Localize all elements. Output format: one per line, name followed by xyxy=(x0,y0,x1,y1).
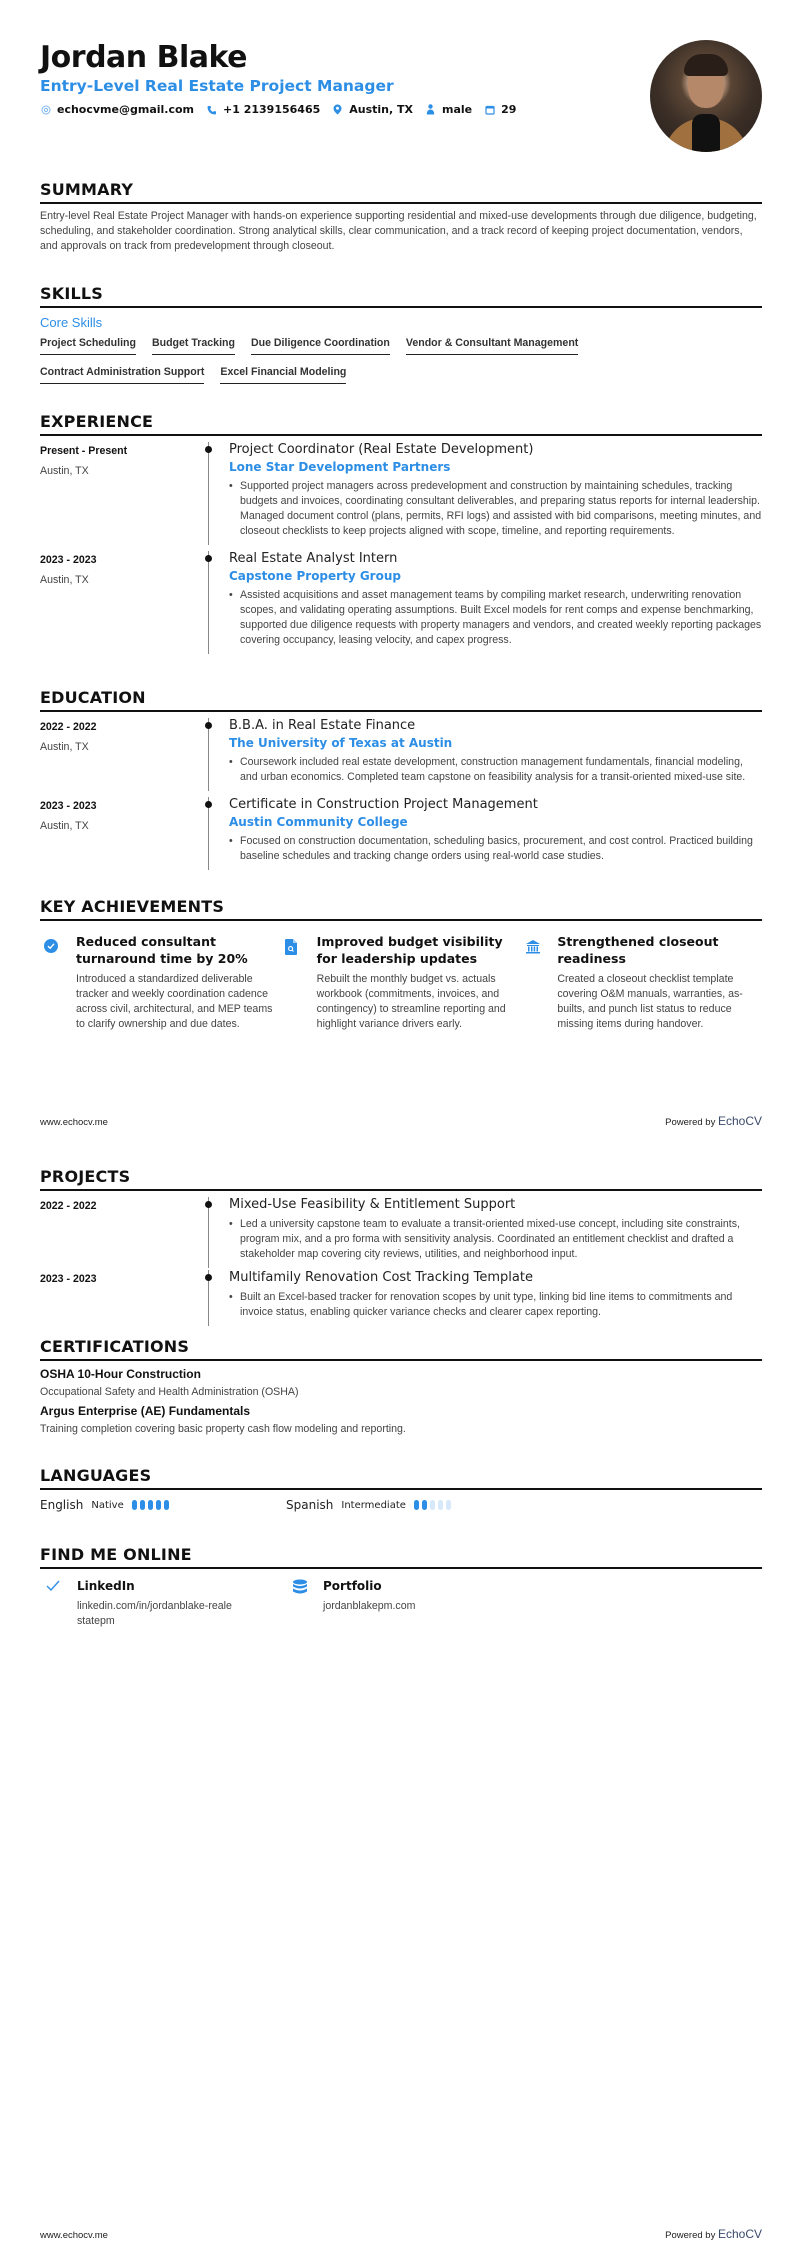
achievement-description: Created a closeout checklist template covering O&M manuals, warranties, as-builts, and punch list status to reduce missing items during handover. xyxy=(557,973,743,1030)
contact-gender xyxy=(425,103,472,116)
avatar xyxy=(650,40,762,152)
achievement-description: Introduced a standardized deliverable tracker and weekly coordination cadence across civil, architectural, and MEP teams to clarify ownership and due dates. xyxy=(76,973,273,1030)
certification-issuer: Occupational Safety and Health Administration (OSHA) xyxy=(40,1386,299,1398)
entry-location: Austin, TX xyxy=(40,741,89,753)
entry-degree: B.B.A. in Real Estate Finance xyxy=(229,718,416,733)
skill-tag: Budget Tracking xyxy=(152,333,235,355)
language-item xyxy=(40,1498,286,1512)
language-name: English xyxy=(40,1498,84,1512)
person-icon xyxy=(425,104,436,115)
entry-organization: Capstone Property Group xyxy=(229,569,401,583)
contact-phone[interactable] xyxy=(206,103,320,116)
entry-dates: 2023 - 2023 xyxy=(40,554,97,566)
project-entry xyxy=(40,1197,762,1268)
entry-dates: 2023 - 2023 xyxy=(40,1273,97,1285)
timeline-dot xyxy=(205,446,212,453)
experience-section xyxy=(40,412,762,654)
entry-dates: 2023 - 2023 xyxy=(40,800,97,812)
footer-site-link[interactable]: www.echocv.me xyxy=(40,2230,108,2241)
section-title: KEY ACHIEVEMENTS xyxy=(40,897,762,921)
certification-item xyxy=(40,1367,762,1398)
footer-powered-by: Powered by EchoCV xyxy=(665,1114,762,1128)
experience-entry xyxy=(40,551,762,654)
project-title: Mixed-Use Feasibility & Entitlement Support xyxy=(229,1197,516,1212)
entry-bullet: • Focused on construction documentation, scheduling basics, procurement, and cost control. Practiced building baseline schedules and tracking change orders using real-world case studies. xyxy=(229,834,762,864)
achievement-title: Reduced consultant turnaround time by 20% xyxy=(76,934,248,966)
summary-text: Entry-level Real Estate Project Manager with hands-on experience supporting residential and mixed-use developments through due diligence, budgeting, scheduling, and stakeholder coordination. Strong analytical skills, clear communication, and a track record of keeping project documentation, vendors, and approvals on track from predevelopment through closeout. xyxy=(40,210,757,252)
entry-location: Austin, TX xyxy=(40,820,89,832)
education-section xyxy=(40,688,762,870)
entry-role: Real Estate Analyst Intern xyxy=(229,551,398,566)
section-title: CERTIFICATIONS xyxy=(40,1337,762,1361)
project-entry xyxy=(40,1270,762,1326)
entry-dates: 2022 - 2022 xyxy=(40,721,97,733)
achievement-title: Improved budget visibility for leadership updates xyxy=(316,934,503,966)
entry-dates: 2022 - 2022 xyxy=(40,1200,97,1212)
proficiency-pips xyxy=(414,1500,451,1510)
contact-gender-value: male xyxy=(442,103,473,116)
timeline-line xyxy=(208,797,209,870)
timeline-line xyxy=(208,442,209,545)
skill-tag: Project Scheduling xyxy=(40,333,136,355)
skill-tag: Due Diligence Coordination xyxy=(251,333,390,355)
timeline-dot xyxy=(205,1201,212,1208)
experience-entry xyxy=(40,442,762,545)
certifications-section xyxy=(40,1337,762,1435)
education-entry xyxy=(40,718,762,791)
candidate-name: Jordan Blake xyxy=(40,40,247,75)
entry-bullet: • Built an Excel-based tracker for renovation scopes by unit type, linking bid line items to commitments and invoice status, enabling quicker variance checks and clearer capex reporting. xyxy=(229,1290,762,1320)
footer-powered-by: Powered by EchoCV xyxy=(665,2227,762,2241)
online-link-portfolio[interactable] xyxy=(286,1579,532,1629)
entry-location: Austin, TX xyxy=(40,574,89,586)
entry-bullet-text: Assisted acquisitions and asset management teams by compiling market research, underwriting renovation scopes, and validating operating assumptions. Built Excel models for rent comps and expense benchmarking, supported due diligence requests with property managers and vendors, and created weekly reporting packages covering occupancy, leasing velocity, and capex progress. xyxy=(240,589,762,646)
section-title: LANGUAGES xyxy=(40,1466,762,1490)
language-name: Spanish xyxy=(286,1498,334,1512)
entry-institution: Austin Community College xyxy=(229,815,408,829)
certification-issuer: Training completion covering basic property cash flow modeling and reporting. xyxy=(40,1423,406,1435)
contact-location xyxy=(332,103,413,116)
summary-section xyxy=(40,180,762,254)
language-level: Intermediate xyxy=(341,1499,406,1511)
achievement-card xyxy=(281,933,522,1032)
checkmark-icon xyxy=(40,1579,77,1629)
section-title: SKILLS xyxy=(40,284,762,308)
entry-institution: The University of Texas at Austin xyxy=(229,736,453,750)
page-footer xyxy=(40,2227,762,2241)
entry-bullet-text: Focused on construction documentation, scheduling basics, procurement, and cost control. Practiced building baseline schedules and tracking change orders using real-world case studies. xyxy=(240,835,753,862)
online-url[interactable]: jordanblakepm.com xyxy=(323,1600,416,1612)
entry-role: Project Coordinator (Real Estate Development) xyxy=(229,442,534,457)
online-url[interactable]: linkedin.com/in/jordanblake-realestatepm xyxy=(77,1600,232,1627)
timeline-line xyxy=(208,718,209,791)
skill-tag: Vendor & Consultant Management xyxy=(406,333,578,355)
candidate-title: Entry-Level Real Estate Project Manager xyxy=(40,77,394,95)
achievement-description: Rebuilt the monthly budget vs. actuals workbook (commitments, invoices, and contingency) to streamline reporting and highlight variance drivers early. xyxy=(316,973,506,1030)
brand-logo: EchoCV xyxy=(717,2227,762,2241)
online-label: LinkedIn xyxy=(77,1579,135,1593)
entry-bullet: • Led a university capstone team to evaluate a transit-oriented mixed-use concept, including site constraints, program mix, and a pro forma with sensitivity analysis. Coordinated an entitlement checklist and drafted a stakeholder map covering city reviews, utilities, and neighborhood input. xyxy=(229,1217,762,1262)
check-circle-icon xyxy=(40,933,76,1032)
entry-degree: Certificate in Construction Project Management xyxy=(229,797,538,812)
timeline-line xyxy=(208,1197,209,1268)
contact-phone-value: +1 2139156465 xyxy=(223,103,321,116)
footer-site-link[interactable]: www.echocv.me xyxy=(40,1117,108,1128)
entry-location: Austin, TX xyxy=(40,465,89,477)
education-entry xyxy=(40,797,762,870)
languages-section xyxy=(40,1466,762,1512)
section-title: EXPERIENCE xyxy=(40,412,762,436)
skills-section xyxy=(40,284,762,391)
timeline-dot xyxy=(205,722,212,729)
online-section xyxy=(40,1545,762,1629)
achievement-card xyxy=(521,933,762,1032)
entry-bullet: • Supported project managers across predevelopment and construction by maintaining schedules, tracking budgets and invoices, coordinating consultant deliverables, and preparing status reports for internal leadership. Managed document control (plans, permits, RFI logs) and assisted with bid comparisons, meeting minutes, and closeout checklists to keep projects aligned with scope, timeline, and reporting requirements. xyxy=(229,480,762,537)
contact-age-value: 29 xyxy=(501,103,517,116)
skill-tag: Contract Administration Support xyxy=(40,362,204,384)
timeline-line xyxy=(208,551,209,654)
certification-name: Argus Enterprise (AE) Fundamentals xyxy=(40,1404,251,1418)
skill-tag: Excel Financial Modeling xyxy=(220,362,346,384)
at-icon xyxy=(40,104,51,115)
contact-email-value: echocvme@gmail.com xyxy=(57,103,195,116)
section-title: FIND ME ONLINE xyxy=(40,1545,762,1569)
timeline-dot xyxy=(205,1274,212,1281)
proficiency-pips xyxy=(132,1500,169,1510)
entry-bullet-text: Coursework included real estate development, construction management fundamentals, financial modeling, and urban economics. Completed team capstone on feasibility analysis for a transit-oriented mixed-use site. xyxy=(240,756,746,783)
projects-section xyxy=(40,1167,762,1326)
skill-list xyxy=(40,333,680,391)
online-label: Portfolio xyxy=(323,1579,382,1593)
online-link-linkedin[interactable] xyxy=(40,1579,286,1629)
entry-bullet: • Coursework included real estate development, construction management fundamentals, financial modeling, and urban economics. Completed team capstone on feasibility analysis for a transit-oriented mixed-use site. xyxy=(229,755,762,785)
bank-building-icon xyxy=(521,933,557,1032)
language-level: Native xyxy=(91,1499,124,1511)
project-title: Multifamily Renovation Cost Tracking Template xyxy=(229,1270,533,1285)
entry-bullet-text: Built an Excel-based tracker for renovation scopes by unit type, linking bid line items to commitments and invoice status, enabling quicker variance checks and clearer capex reporting. xyxy=(240,1291,733,1318)
brand-logo: EchoCV xyxy=(717,1114,762,1128)
entry-bullet: • Assisted acquisitions and asset management teams by compiling market research, underwriting renovation scopes, and validating operating assumptions. Built Excel models for rent comps and expense benchmarking, supported due diligence requests with property managers and vendors, and created weekly reporting packages covering occupancy, leasing velocity, and capex progress. xyxy=(229,589,762,646)
section-title: EDUCATION xyxy=(40,688,762,712)
skill-group-label: Core Skills xyxy=(40,315,103,330)
contact-email[interactable] xyxy=(40,103,194,116)
page-footer xyxy=(40,1114,762,1128)
entry-bullet-text: Led a university capstone team to evaluate a transit-oriented mixed-use concept, including site constraints, program mix, and a pro forma with sensitivity analysis. Coordinated an entitlement checklist and drafted a stakeholder map covering city reviews, utilities, and neighborhood input. xyxy=(240,1218,740,1260)
phone-icon xyxy=(206,104,217,115)
timeline-line xyxy=(208,1270,209,1326)
achievements-section xyxy=(40,897,762,1032)
section-title: PROJECTS xyxy=(40,1167,762,1191)
location-pin-icon xyxy=(332,104,343,115)
contact-location-value: Austin, TX xyxy=(349,103,414,116)
achievement-title: Strengthened closeout readiness xyxy=(557,934,719,966)
calendar-icon xyxy=(484,104,495,115)
timeline-dot xyxy=(205,555,212,562)
certification-name: OSHA 10-Hour Construction xyxy=(40,1367,201,1381)
database-icon xyxy=(286,1579,323,1629)
contact-age xyxy=(484,103,516,116)
document-search-icon xyxy=(281,933,317,1032)
timeline-dot xyxy=(205,801,212,808)
certification-item xyxy=(40,1404,762,1435)
entry-organization: Lone Star Development Partners xyxy=(229,460,451,474)
entry-bullet-text: Supported project managers across predevelopment and construction by maintaining schedules, tracking budgets and invoices, coordinating consultant deliverables, and preparing status reports for internal leadership. Managed document control (plans, permits, RFI logs) and assisted with bid comparisons, meeting minutes, and closeout checklists to keep projects aligned with scope, timeline, and reporting requirements. xyxy=(240,480,762,537)
language-item xyxy=(286,1498,532,1512)
section-title: SUMMARY xyxy=(40,180,762,204)
entry-dates: Present - Present xyxy=(40,445,128,457)
achievement-card xyxy=(40,933,281,1032)
